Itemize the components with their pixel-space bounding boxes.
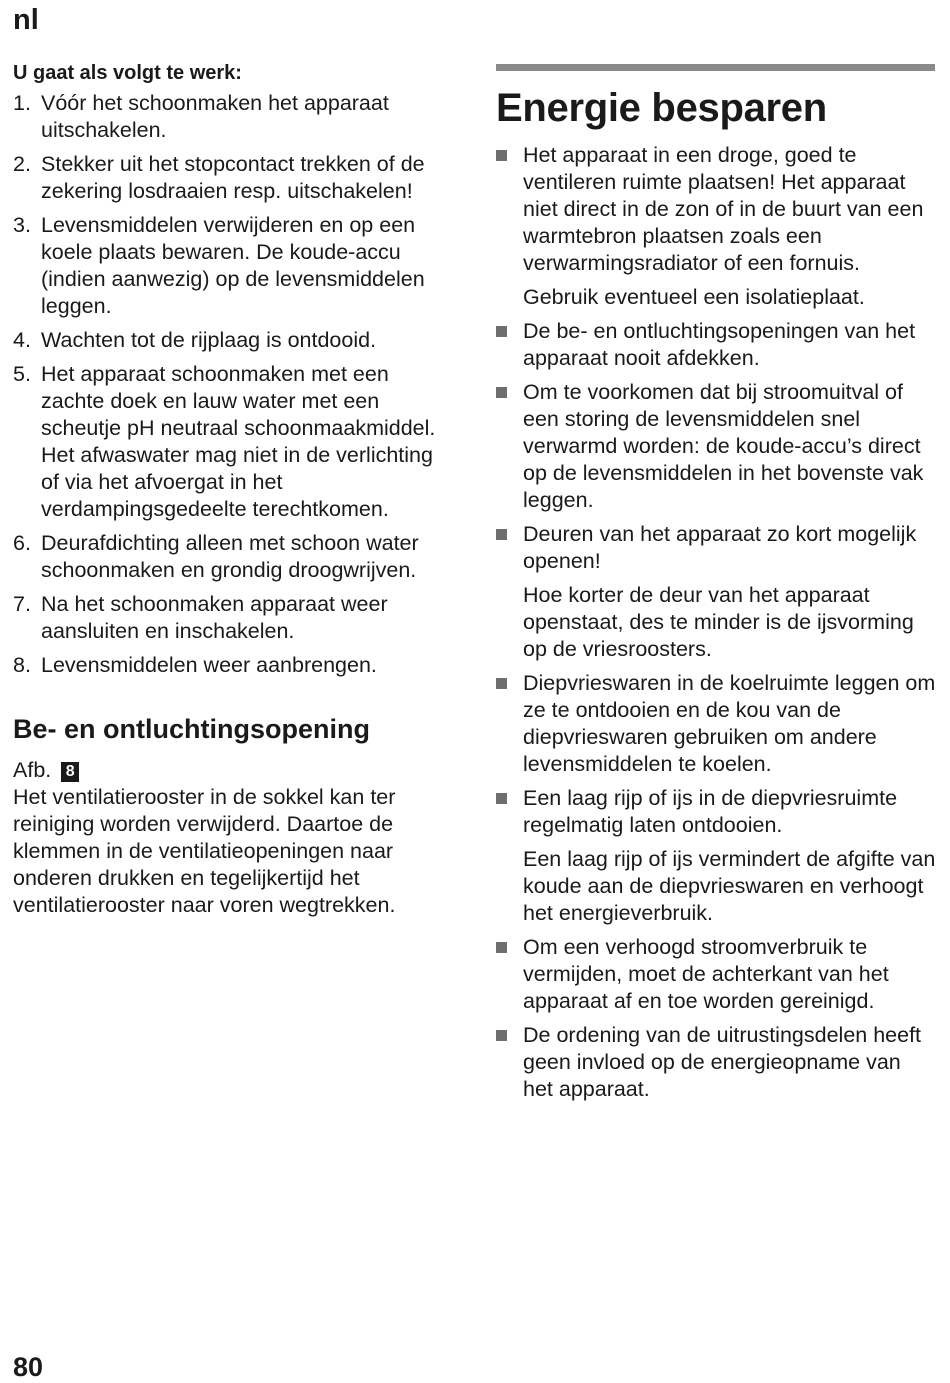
tip-text: Deuren van het apparaat zo kort mogelijk openen!: [523, 522, 917, 573]
step-text: Na het schoonmaken apparaat weer aansluiten en inschakelen.: [41, 592, 388, 643]
energy-tips-list: [496, 142, 936, 1103]
step-item: [13, 151, 453, 205]
step-text: Levensmiddelen verwijderen en op een koele plaats bewaren. De koude-accu (indien aanwezig) op de levensmiddelen leggen.: [41, 213, 425, 318]
step-item: [13, 212, 453, 320]
square-bullet-icon: [496, 678, 507, 689]
step-text: Het apparaat schoonmaken met een zachte doek en lauw water met een scheutje pH neutraal schoonmaakmiddel. Het afwaswater mag niet in de verlichting of via het afvoergat in het verdampingsgedeelte terechtkomen.: [41, 362, 436, 521]
square-bullet-icon: [496, 1030, 507, 1041]
tip-item: [496, 1022, 936, 1103]
step-number: 7.: [13, 592, 31, 616]
step-number: 3.: [13, 213, 31, 237]
tip-item: [496, 142, 936, 311]
tip-note: Een laag rijp of ijs vermindert de afgifte van koude aan de diepvrieswaren en verhoogt het energieverbruik.: [523, 847, 936, 925]
language-code: nl: [13, 4, 39, 36]
square-bullet-icon: [496, 387, 507, 398]
figure-label: Afb.: [13, 758, 52, 782]
tip-item: [496, 318, 936, 372]
square-bullet-icon: [496, 150, 507, 161]
figure-reference: [13, 757, 453, 784]
tip-text: Het apparaat in een droge, goed te ventileren ruimte plaatsen! Het apparaat niet direct in de zon of in de buurt van een warmtebron plaatsen zoals een verwarmingsradiator of een fornuis.: [523, 143, 924, 275]
tip-text: Om te voorkomen dat bij stroomuitval of een storing de levensmiddelen snel verwarmd worden: de koude-accu’s direct op de levensmiddelen in het bovenste vak leggen.: [523, 380, 924, 512]
tip-item: [496, 379, 936, 514]
step-text: Levensmiddelen weer aanbrengen.: [41, 653, 377, 677]
square-bullet-icon: [496, 529, 507, 540]
step-number: 5.: [13, 362, 31, 386]
figure-number-badge: 8: [61, 762, 79, 782]
step-item: [13, 327, 453, 354]
step-number: 6.: [13, 531, 31, 555]
page-title: Energie besparen: [496, 86, 827, 130]
tip-text: De be- en ontluchtingsopeningen van het apparaat nooit afdekken.: [523, 319, 916, 370]
step-item: [13, 361, 453, 523]
step-text: Stekker uit het stopcontact trekken of de zekering losdraaien resp. uitschakelen!: [41, 152, 425, 203]
procedure-intro: U gaat als volgt te werk:: [13, 62, 242, 84]
step-number: 2.: [13, 152, 31, 176]
cleaning-steps-list: [13, 90, 453, 679]
step-number: 8.: [13, 653, 31, 677]
step-text: Deurafdichting alleen met schoon water schoonmaken en grondig droogwrijven.: [41, 531, 419, 582]
tip-text: Diepvrieswaren in de koelruimte leggen om ze te ontdooien en de kou van de diepvrieswaren gebruiken om andere levensmiddelen te koelen.: [523, 671, 936, 776]
page-number: 80: [13, 1352, 44, 1382]
tip-note: Hoe korter de deur van het apparaat openstaat, des te minder is de ijsvorming op de vriesroosters.: [523, 583, 914, 661]
step-number: 4.: [13, 328, 31, 352]
step-text: Wachten tot de rijplaag is ontdooid.: [41, 328, 377, 352]
ventilation-paragraph: Het ventilatierooster in de sokkel kan ter reiniging worden verwijderd. Daartoe de klemmen in de ventilatieopeningen naar onderen drukken en tegelijkertijd het ventilatierooster naar voren wegtrekken.: [13, 785, 396, 917]
step-item: [13, 591, 453, 645]
tip-item: [496, 934, 936, 1015]
left-column: [13, 60, 453, 919]
square-bullet-icon: [496, 326, 507, 337]
step-text: Vóór het schoonmaken het apparaat uitschakelen.: [41, 91, 389, 142]
step-item: [13, 652, 453, 679]
section-heading-ventilation: Be- en ontluchtingsopening: [13, 714, 370, 744]
section-divider: [496, 64, 935, 71]
tip-text: De ordening van de uitrustingsdelen heeft geen invloed op de energieopname van het apparaat.: [523, 1023, 922, 1101]
step-item: [13, 90, 453, 144]
tip-item: [496, 785, 936, 927]
tip-item: [496, 521, 936, 663]
tip-item: [496, 670, 936, 778]
right-column: [496, 64, 936, 1110]
tip-text: Om een verhoogd stroomverbruik te vermijden, moet de achterkant van het apparaat af en toe worden gereinigd.: [523, 935, 889, 1013]
step-item: [13, 530, 453, 584]
tip-text: Een laag rijp of ijs in de diepvriesruimte regelmatig laten ontdooien.: [523, 786, 898, 837]
square-bullet-icon: [496, 793, 507, 804]
tip-note: Gebruik eventueel een isolatieplaat.: [523, 285, 865, 309]
step-number: 1.: [13, 91, 31, 115]
square-bullet-icon: [496, 942, 507, 953]
